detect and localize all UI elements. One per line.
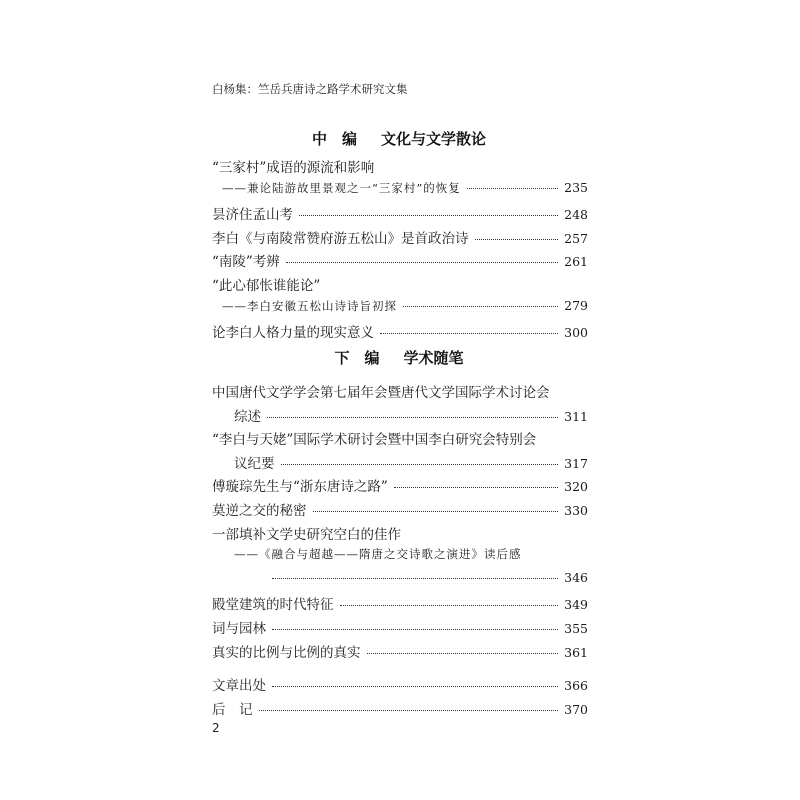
toc-entry[interactable] [212, 523, 588, 547]
toc-lower [212, 381, 588, 721]
entry-title: 一部填补文学史研究空白的佳作 [212, 526, 401, 543]
dot-leader [272, 578, 558, 579]
entry-title: 中国唐代文学学会第七届年会暨唐代文学国际学术讨论会 [212, 385, 550, 401]
page-ref: 248 [564, 207, 588, 223]
dot-leader [467, 188, 558, 189]
dot-leader [281, 464, 559, 465]
dot-leader [367, 653, 559, 654]
dot-leader [272, 629, 558, 630]
entry-title: 莫逆之交的秘密 [212, 502, 307, 519]
toc-entry[interactable] [212, 475, 588, 499]
entry-title: 李白《与南陵常赞府游五松山》是首政治诗 [212, 230, 469, 247]
page-ref: 300 [564, 325, 588, 341]
page-ref: 346 [564, 569, 588, 585]
entry-title: 词与园林 [212, 620, 266, 637]
entry-title: 论李白人格力量的现实意义 [212, 325, 374, 342]
page-number: 2 [212, 721, 220, 735]
entry-title: “此心郁怅谁能论” [212, 277, 321, 294]
dot-leader [403, 306, 558, 307]
toc-entry-continued[interactable] [212, 452, 588, 476]
toc-entry[interactable] [212, 698, 588, 722]
entry-title: 傅璇琮先生与“浙东唐诗之路” [212, 479, 388, 496]
toc-entry[interactable] [212, 321, 588, 345]
toc-entry[interactable] [212, 617, 588, 641]
toc-entry[interactable] [212, 428, 588, 452]
dot-leader [267, 417, 558, 418]
entry-title: “南陵”考辨 [212, 254, 280, 271]
toc-entry-leader[interactable] [212, 570, 588, 594]
toc-entry[interactable] [212, 203, 588, 227]
toc-entry-subtitle[interactable] [212, 180, 588, 204]
page-ref: 235 [564, 179, 588, 195]
toc-entry[interactable] [212, 641, 588, 665]
toc-entry[interactable] [212, 499, 588, 523]
toc-entry[interactable] [212, 156, 588, 180]
entry-title: 真实的比例与比例的真实 [212, 644, 361, 661]
entry-subtitle: ——《融合与超越——隋唐之交诗歌之演进》读后感 [234, 547, 522, 562]
page-ref: 366 [564, 678, 588, 694]
toc-entry[interactable] [212, 593, 588, 617]
toc-entry-subtitle[interactable] [212, 546, 588, 570]
page-ref: 330 [564, 502, 588, 518]
entry-title: “三家村”成语的源流和影响 [212, 160, 375, 176]
toc-entry[interactable] [212, 674, 588, 698]
spacer [212, 664, 588, 674]
section-heading-lower [212, 347, 586, 368]
toc-entry[interactable] [212, 381, 588, 405]
section-title: 文化与文学散论 [381, 130, 487, 148]
section-title: 学术随笔 [403, 349, 464, 367]
toc-middle [212, 156, 588, 345]
page-ref: 320 [564, 479, 588, 495]
dot-leader [475, 239, 559, 240]
dot-leader [394, 487, 558, 488]
toc-entry[interactable] [212, 250, 588, 274]
dot-leader [380, 333, 558, 334]
section-heading-middle [212, 128, 586, 149]
dot-leader [313, 511, 559, 512]
entry-title: 议纪要 [234, 455, 275, 472]
toc-entry[interactable] [212, 227, 588, 251]
entry-subtitle: ——李白安徽五松山诗诗旨初探 [222, 298, 397, 313]
entry-title: 文章出处 [212, 678, 266, 695]
section-label: 下 编 [334, 349, 380, 367]
dot-leader [340, 605, 559, 606]
running-head: 白杨集：竺岳兵唐诗之路学术研究文集 [212, 82, 408, 96]
entry-title: 昙济住孟山考 [212, 207, 293, 224]
entry-title: 后 记 [212, 701, 253, 718]
page-ref: 349 [564, 597, 588, 613]
section-label: 中 编 [311, 130, 357, 148]
page-ref: 261 [564, 254, 588, 270]
toc-entry-subtitle[interactable] [212, 298, 588, 322]
toc-entry[interactable] [212, 274, 588, 298]
entry-title: 殿堂建筑的时代特征 [212, 597, 334, 614]
entry-subtitle: ——兼论陆游故里景观之一“三家村”的恢复 [222, 180, 461, 195]
dot-leader [272, 686, 558, 687]
page-ref: 355 [564, 620, 588, 636]
entry-title: “李白与天姥”国际学术研讨会暨中国李白研究会特别会 [212, 432, 537, 449]
toc-entry-continued[interactable] [212, 405, 588, 429]
dot-leader [299, 215, 558, 216]
dot-leader [286, 262, 558, 263]
page-ref: 279 [564, 297, 588, 313]
page-ref: 257 [564, 230, 588, 246]
page-ref: 311 [564, 408, 588, 424]
page-ref: 361 [564, 644, 588, 660]
dot-leader [259, 710, 559, 711]
page-ref: 317 [564, 455, 588, 471]
entry-title: 综述 [234, 408, 261, 425]
page-ref: 370 [564, 701, 588, 717]
